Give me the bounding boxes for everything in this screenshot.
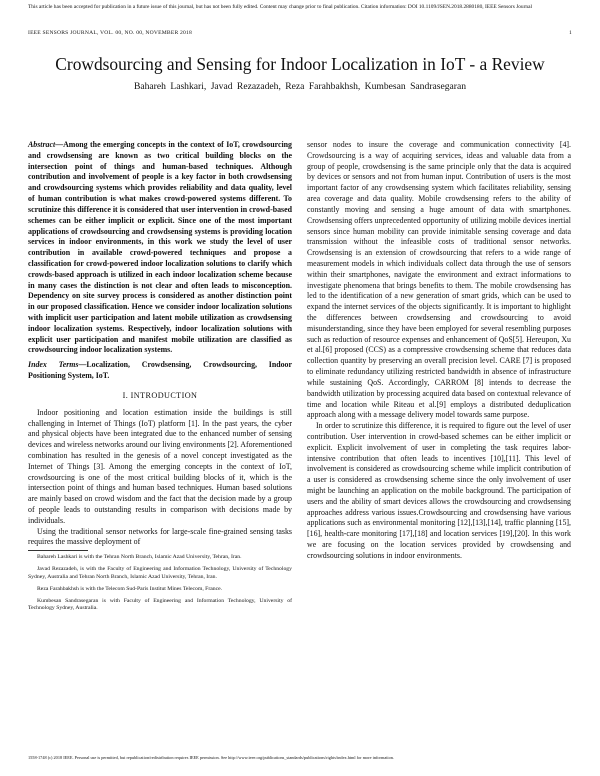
- running-header: [28, 30, 572, 36]
- abstract-label: Abstract: [28, 140, 56, 149]
- page-number: 1: [569, 30, 572, 36]
- footnote: Reza Farahbakhsh is with the Telecom Sud-Paris Institut Mines Telecom, France.: [37, 585, 223, 592]
- abstract: [28, 140, 292, 356]
- footnote: Bahareh Lashkari is with the Tehran North Branch, Islamic Azad University, Tehran, Iran.: [37, 554, 242, 561]
- body-paragraph-2: In order to scrutinize this difference, it is required to figure out the level of user contribution. User intervention in crowd-based schemes can be either implicit or explicit. Explicit involvement of user in completing the task requires labor-intensive contribution that often leads to incentives [10],[11]. This level of involvement is considered as crowdsourcing scheme while implicit contribution of a user is considered as crowdsensing scheme since the only involvement of user might be launching an application on the mobile background. The participation of users and the ability of smart devices allows the crowdsourcing and crowdsensing approaches address various issues.Crowdsourcing and crowdsensing have various applications such as environmental monitoring [12],[13],[14], traffic planning [15],[16], health-care monitoring [17],[18] and location services [19],[20]. In this work we are focusing on the location services provided by crowdsensing and crowdsourcing solutions in indoor environments.: [307, 421, 571, 560]
- footnote: Kumbesan Sandrasegaran is with Faculty of Engineering and Information Technology, University of Technology Sydney, Australia.: [28, 597, 292, 612]
- prepublication-notice: This article has been accepted for publication in a future issue of this journal, but has not been fully edited. Content may change prior to final publication. Citation information: DOI 10.1109/JSEN.2018.2880180, IEEE Sensors Journal: [28, 4, 533, 10]
- index-terms-text: —Localization, Crowdsensing, Crowdsourcing, Indoor Positioning System, IoT.: [28, 360, 293, 381]
- body-paragraph-1: sensor nodes to insure the coverage and communication connectivity [4]. Crowdsourcing is a way of acquiring services, ideas and valuable data from a group of people, crowdsensing is the same principle only that the data is acquired by devices or sensors and not from human input. Contribution of users is the most important factor of any crowdsensing system which facilitates reliability, sensing area coverage and data quality. Mobile crowdsensing refers to the ability of constantly moving and sensing a huge amount of data with smartphones. Crowdsensing offers unprecedented opportunity of utilizing mobile devices inertial sensors since human mobility can provide inimitable sensing coverage and data transmission without the infeasible costs of traditional sensor networks. Crowdsensing is an extension of crowdsourcing that refers to a wide range of measurement models in which individuals collect data through the use of sensors within their smartphones, navigate the environment and extract informations to investigate phenomena that brings benefits to them. The mobile crowdsensing has led to the identification of a new generation of smart grids, which can be used to expand the internet services of the objects significantly. It is important to highlight the differences between crowdsensing and crowdsourcing to avoid misunderstanding, since they have been employed for several resembling purposes such as reduction of resource expenses and enhancement of QoS[5]. Hereupon, Xu et al.[6] proposed (CCS) as a compressive crowdsensing scheme that reduces data collection quantity by preserving an overall precision level. CARE [7] is proposed to eliminate redundancy utilizing restricted bandwidth in absence of infrastructure while sustaining QoS. Accordingly, CARROM [8] intends to decrease the bandwidth utilization by processing acquired data based on contextual relevance of time and location while Riteau et al.[9] employs a distributed deduplication approach along with a message delivery model towards same purpose.: [307, 140, 571, 420]
- index-terms-label: Index Terms: [28, 360, 79, 370]
- intro-paragraph-1: Indoor positioning and location estimation inside the buildings is still challenging in Internet of Things (IoT) platform [1]. In the past years, the cyber and physical objects have been integrated due to the enhanced number of sensing devices and wireless networks around our living environments [2]. Aforementioned combination has resulted in the genesis of a novel concept investigated as the Internet of Things [3]. Among the emerging concepts in the context of IoT, crowdsourcing is one of the most critical building blocks of it, which is the intersection point of things and human based techniques. Human based solutions are mainly based on crowd wisdom and the fact that the decision made by a group of people leads to outstanding results in comparison with decisions made by individuals.: [28, 407, 292, 525]
- footnote-rule: [28, 550, 88, 551]
- section-heading: I. INTRODUCTION: [122, 390, 198, 400]
- author-list: Bahareh Lashkari, Javad Rezazadeh, Reza Farahbakhsh, Kumbesan Sandrasegaran: [133, 81, 467, 92]
- copyright-footer: 1558-1748 (c) 2018 IEEE. Personal use is permitted, but republication/redistribution requires IEEE permission. See http://www.ieee.org/publications_standards/publications/rights/index.html for more information.: [28, 755, 394, 760]
- abstract-text: —Among the emerging concepts in the context of IoT, crowdsourcing and crowdsensing are known as two critical building blocks on the intersection point of things and human-based techniques. Although contribution and involvement of people is a key factor in both crowdsensing and crowdsourcing systems which provides reliability and data quality, level of human contribution is what makes crowd-powered systems different. To scrutinize this difference it is considered that user intervention in crowd-based schemes can be either implicit or explicit. Since one of the most important applications of crowdsourcing and crowdsensing systems is providing location services in indoor environments, in this work we study the level of user contribution in available crowd-powered techniques and propose a classification for crowd-powered indoor localization solutions to clarify which crowds-based approach is utilized in each indoor localization scheme because in many cases the distinction is not clear and often leads to misconception. Dependency on site survey process is considered as another distinction point in our proposed classification. Hence we consider indoor localization solutions with implicit user participation and latent mobile utilization as crowdsensing indoor localization systems. Respectively, indoor localization solutions with explicit user participation and manifest mobile utilization are classified as crowdsourcing indoor localization systems.: [28, 140, 292, 355]
- index-terms: [28, 360, 292, 382]
- left-column: [28, 140, 292, 617]
- intro-paragraph-2: Using the traditional sensor networks for large-scale fine-grained sensing tasks requires the massive deployment of: [28, 526, 292, 547]
- footnote: Javad Rezazadeh, is with the Faculty of Engineering and Information Technology, University of Technology Sydney, Australia and Tehran North Branch, Islamic Azad University, Tehran, Iran.: [28, 566, 292, 580]
- right-column: [307, 140, 571, 562]
- paper-title: Crowdsourcing and Sensing for Indoor Localization in IoT - a Review: [55, 54, 545, 74]
- journal-info: IEEE SENSORS JOURNAL, VOL. 00, NO. 00, NOVEMBER 2018: [28, 30, 192, 36]
